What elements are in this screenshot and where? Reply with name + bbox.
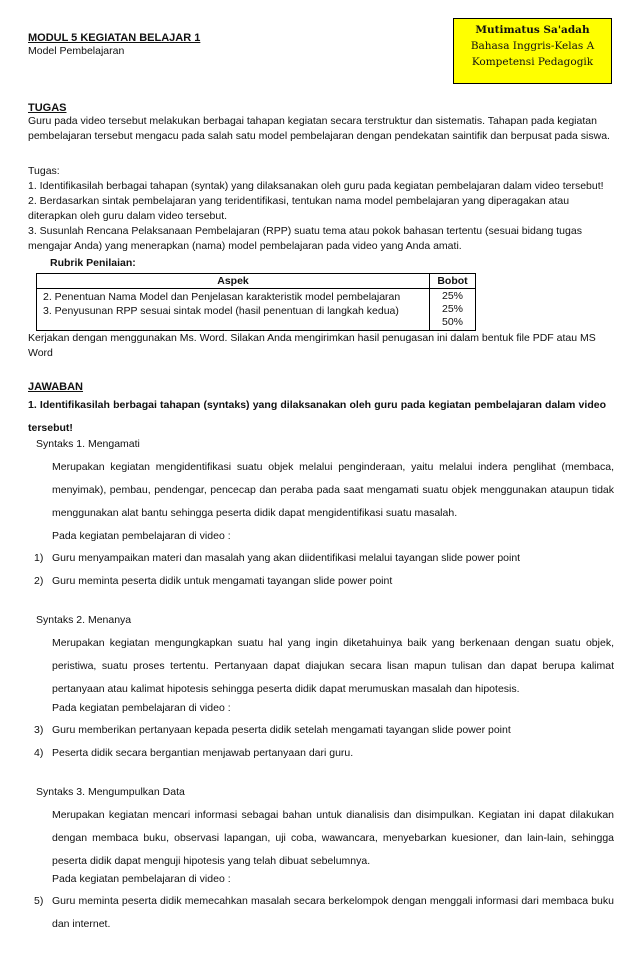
task-2: 2. Berdasarkan sintak pembelajaran yang teridentifikasi, tentukan nama model pembelajaran yang diperagakan atau diterapkan oleh guru dalam video tersebut. bbox=[28, 195, 570, 222]
author-competency: Kompetensi Pedagogik bbox=[471, 56, 594, 68]
item-text: Guru meminta peserta didik untuk mengamati tayangan slide power point bbox=[52, 575, 393, 587]
syntaks-3-list bbox=[34, 890, 614, 936]
author-class: Bahasa Inggris-Kelas A bbox=[470, 40, 595, 52]
item-text: Guru menyampaikan materi dan masalah yang akan diidentifikasi melalui tayangan slide power point bbox=[52, 552, 521, 564]
bobot-3: 50% bbox=[441, 316, 463, 328]
jawaban-question: 1. Identifikasilah berbagai tahapan (syntaks) yang dilaksanakan oleh guru pada kegiatan pembelajaran dalam video tersebut! bbox=[28, 399, 606, 434]
list-item bbox=[34, 547, 624, 570]
author-name: Mutimatus Sa'adah bbox=[475, 24, 590, 36]
author-box bbox=[453, 18, 612, 84]
module-subtitle: Model Pembelajaran bbox=[28, 45, 125, 57]
item-number: 2) bbox=[34, 575, 44, 587]
bobot-1: 25% bbox=[441, 290, 463, 302]
syntaks-1-desc: Merupakan kegiatan mengidentifikasi suatu objek melalui penginderaan, yaitu melalui indera penglihat (membaca, menyimak), pembau, pendengar, pencecap dan peraba pada saat mengamati suatu objek menggunakan ataupun tidak menggunakan alat bantu sehingga peserta didik dapat mengidentifikasi suatu masalah. bbox=[52, 461, 614, 519]
module-title: MODUL 5 KEGIATAN BELAJAR 1 bbox=[28, 32, 201, 44]
bobot-cell bbox=[430, 289, 476, 331]
bobot-2: 25% bbox=[441, 303, 463, 315]
col-aspek: Aspek bbox=[37, 274, 430, 289]
item-number: 3) bbox=[34, 724, 44, 736]
task-1: 1. Identifikasilah berbagai tahapan (syntak) yang dilaksanakan oleh guru pada kegiatan pembelajaran dalam video tersebut! bbox=[28, 180, 604, 192]
item-number: 1) bbox=[34, 552, 44, 564]
jawaban-heading: JAWABAN bbox=[28, 381, 84, 393]
aspek-2: 3. Penyusunan RPP sesuai sintak model (hasil penentuan di langkah kedua) bbox=[43, 305, 399, 317]
list-item bbox=[34, 742, 624, 765]
syntaks-3-desc: Merupakan kegiatan mencari informasi sebagai bahan untuk dianalisis dan disimpulkan. Kegiatan ini dapat dilakukan dengan membaca buku, observasi lapangan, uji coba, wawancara, menyebarkan kuesioner, dan lain-lain, sehingga peserta didik dapat menguji hipotesis yang telah dibuat sebelumnya. bbox=[52, 809, 614, 867]
tugas-heading: TUGAS bbox=[28, 102, 67, 114]
syntaks-2-desc: Merupakan kegiatan mengungkapkan suatu hal yang ingin diketahuinya baik yang berkenaan dengan suatu objek, peristiwa, suatu proses tertentu. Pertanyaan dapat diajukan secara lisan mapun tulisan dan dapat berupa kalimat pertanyaan atau kalimat hipotesis sehingga peserta didik dapat merumuskan masalah dan hipotesis. bbox=[52, 637, 614, 695]
syntaks-3-title: Syntaks 3. Mengumpulkan Data bbox=[36, 786, 185, 798]
col-bobot: Bobot bbox=[430, 274, 476, 289]
aspek-cell bbox=[37, 289, 430, 331]
list-item bbox=[34, 890, 614, 936]
item-text: Guru memberikan pertanyaan kepada peserta didik setelah mengamati tayangan slide power point bbox=[52, 724, 511, 736]
syntaks-2-list bbox=[34, 719, 624, 765]
tasks-label: Tugas: bbox=[28, 165, 60, 177]
item-text: Peserta didik secara bergantian menjawab pertanyaan dari guru. bbox=[52, 747, 354, 759]
list-item bbox=[34, 719, 624, 742]
rubrik-title: Rubrik Penilaian: bbox=[50, 257, 136, 269]
list-item bbox=[34, 570, 624, 593]
syntaks-2-title: Syntaks 2. Menanya bbox=[36, 614, 132, 626]
rubrik-row bbox=[37, 289, 476, 331]
rubrik-table bbox=[36, 273, 476, 331]
syntaks-1-title: Syntaks 1. Mengamati bbox=[36, 438, 140, 450]
syntaks-1-video-label: Pada kegiatan pembelajaran di video : bbox=[52, 530, 231, 542]
item-number: 4) bbox=[34, 747, 44, 759]
item-number: 5) bbox=[34, 895, 44, 907]
item-text: Guru meminta peserta didik memecahkan masalah secara berkelompok dengan menggali informasi dari membaca buku dan internet. bbox=[52, 895, 614, 930]
tugas-intro: Guru pada video tersebut melakukan berbagai tahapan kegiatan secara terstruktur dan sistematis. Tahapan pada kegiatan pembelajaran tersebut mengacu pada salah satu model pembelajaran dengan pendekatan saintifik dan berpusat pada siswa. bbox=[28, 115, 610, 142]
submission-note: Kerjakan dengan menggunakan Ms. Word. Silakan Anda mengirimkan hasil penugasan ini dalam bentuk file PDF atau MS Word bbox=[28, 332, 596, 359]
aspek-1: 2. Penentuan Nama Model dan Penjelasan karakteristik model pembelajaran bbox=[43, 291, 401, 303]
rubrik-header-row bbox=[37, 274, 476, 289]
syntaks-1-list bbox=[34, 547, 624, 593]
task-3: 3. Susunlah Rencana Pelaksanaan Pembelajaran (RPP) suatu tema atau pokok bahasan tertentu (sesuai bidang tugas mengajar Anda) yang menerapkan (nama) model pembelajaran pada video yang Anda amati. bbox=[28, 225, 582, 252]
syntaks-3-video-label: Pada kegiatan pembelajaran di video : bbox=[52, 873, 231, 885]
syntaks-2-video-label: Pada kegiatan pembelajaran di video : bbox=[52, 702, 231, 714]
